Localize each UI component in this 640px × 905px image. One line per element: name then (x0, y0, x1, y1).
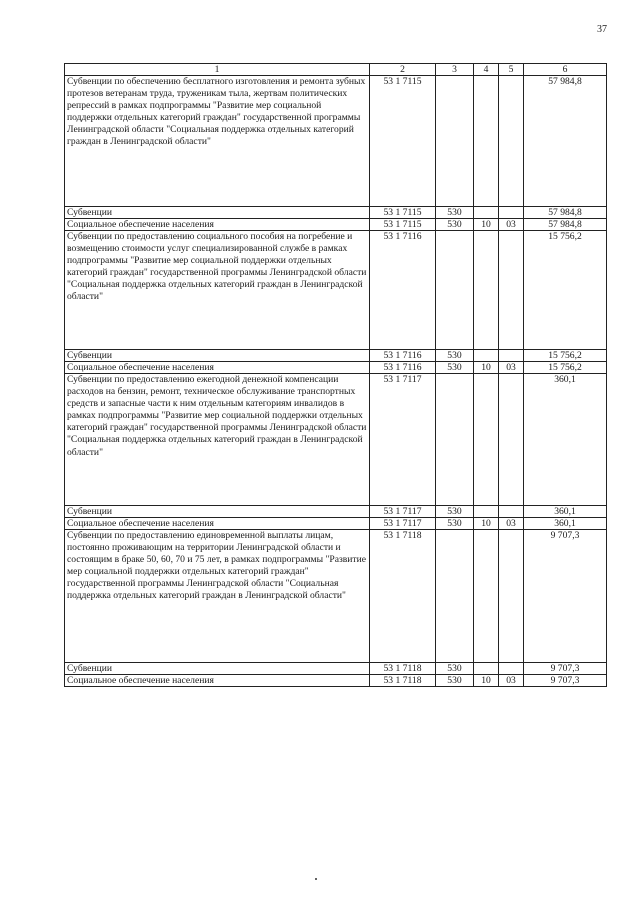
row-subsection-cell (499, 231, 524, 350)
row-vr-cell (436, 231, 474, 350)
row-vr-cell: 530 (436, 675, 474, 687)
table-row (65, 530, 607, 663)
row-name-cell: Социальное обеспечение населения (65, 518, 370, 530)
row-section-cell: 10 (474, 362, 499, 374)
row-section-cell (474, 207, 499, 219)
table-row (65, 219, 607, 231)
column-header: 1 (65, 64, 370, 76)
table-header-row (65, 64, 607, 76)
table-row (65, 374, 607, 506)
row-amount-cell: 9 707,3 (524, 675, 607, 687)
row-section-cell: 10 (474, 518, 499, 530)
table-row (65, 518, 607, 530)
table-row (65, 675, 607, 687)
column-header: 5 (499, 64, 524, 76)
table-row (65, 231, 607, 350)
row-name-cell: Социальное обеспечение населения (65, 675, 370, 687)
row-code-cell: 53 1 7116 (370, 350, 436, 362)
row-amount-cell: 15 756,2 (524, 362, 607, 374)
row-name-cell: Субвенции по обеспечению бесплатного изготовления и ремонта зубных протезов ветеранам труда, труженикам тыла, жертвам политических репрессий в рамках подпрограммы "Развитие мер социальной поддержки отдельных категорий граждан" государственной программы Ленинградской области "Социальная поддержка отдельных категорий граждан в Ленинградской области" (65, 76, 370, 207)
row-vr-cell: 530 (436, 219, 474, 231)
row-subsection-cell: 03 (499, 219, 524, 231)
row-code-cell: 53 1 7115 (370, 219, 436, 231)
row-section-cell: 10 (474, 219, 499, 231)
row-subsection-cell: 03 (499, 362, 524, 374)
row-code-cell: 53 1 7117 (370, 518, 436, 530)
row-subsection-cell (499, 350, 524, 362)
row-name-cell: Социальное обеспечение населения (65, 219, 370, 231)
table-row (65, 207, 607, 219)
row-subsection-cell (499, 663, 524, 675)
table-row (65, 350, 607, 362)
row-vr-cell: 530 (436, 207, 474, 219)
row-section-cell (474, 76, 499, 207)
column-header: 2 (370, 64, 436, 76)
row-amount-cell: 360,1 (524, 518, 607, 530)
column-header: 3 (436, 64, 474, 76)
row-subsection-cell: 03 (499, 518, 524, 530)
budget-table (64, 63, 607, 687)
row-vr-cell: 530 (436, 506, 474, 518)
row-subsection-cell: 03 (499, 675, 524, 687)
row-section-cell (474, 663, 499, 675)
row-name-cell: Субвенции по предоставлению ежегодной денежной компенсации расходов на бензин, ремонт, техническое обслуживание транспортных средств и запасные части к ним отдельным категориям инвалидов в рамках подпрограммы "Развитие мер социальной поддержки отдельных категорий граждан" государственной программы Ленинградской области "Социальная поддержка отдельных категорий граждан в Ленинградской области" (65, 374, 370, 506)
row-vr-cell: 530 (436, 362, 474, 374)
row-subsection-cell (499, 207, 524, 219)
row-subsection-cell (499, 530, 524, 663)
row-name-cell: Субвенции (65, 207, 370, 219)
row-code-cell: 53 1 7118 (370, 663, 436, 675)
row-amount-cell: 9 707,3 (524, 530, 607, 663)
row-subsection-cell (499, 374, 524, 506)
row-vr-cell: 530 (436, 518, 474, 530)
row-amount-cell: 57 984,8 (524, 219, 607, 231)
row-section-cell (474, 231, 499, 350)
row-amount-cell: 57 984,8 (524, 76, 607, 207)
row-subsection-cell (499, 76, 524, 207)
row-vr-cell: 530 (436, 350, 474, 362)
row-section-cell (474, 530, 499, 663)
row-vr-cell (436, 374, 474, 506)
row-vr-cell (436, 76, 474, 207)
row-name-cell: Социальное обеспечение населения (65, 362, 370, 374)
row-name-cell: Субвенции по предоставлению социального пособия на погребение и возмещению стоимости услуг специализированной службе в рамках подпрограммы "Развитие мер социальной поддержки отдельных категорий граждан" государственной программы Ленинградской области "Социальная поддержка отдельных категорий граждан в Ленинградской области" (65, 231, 370, 350)
row-code-cell: 53 1 7115 (370, 76, 436, 207)
row-section-cell (474, 350, 499, 362)
row-code-cell: 53 1 7117 (370, 506, 436, 518)
row-subsection-cell (499, 506, 524, 518)
column-header: 4 (474, 64, 499, 76)
row-vr-cell (436, 530, 474, 663)
row-code-cell: 53 1 7117 (370, 374, 436, 506)
row-code-cell: 53 1 7116 (370, 362, 436, 374)
column-header: 6 (524, 64, 607, 76)
table-row (65, 663, 607, 675)
row-code-cell: 53 1 7115 (370, 207, 436, 219)
row-code-cell: 53 1 7116 (370, 231, 436, 350)
table-row (65, 76, 607, 207)
table-row (65, 506, 607, 518)
row-amount-cell: 15 756,2 (524, 231, 607, 350)
row-name-cell: Субвенции (65, 350, 370, 362)
row-name-cell: Субвенции (65, 506, 370, 518)
row-section-cell (474, 374, 499, 506)
row-amount-cell: 57 984,8 (524, 207, 607, 219)
page-number: 37 (597, 24, 607, 35)
row-section-cell: 10 (474, 675, 499, 687)
row-amount-cell: 15 756,2 (524, 350, 607, 362)
row-amount-cell: 360,1 (524, 374, 607, 506)
table-row (65, 362, 607, 374)
row-name-cell: Субвенции (65, 663, 370, 675)
row-code-cell: 53 1 7118 (370, 675, 436, 687)
row-amount-cell: 360,1 (524, 506, 607, 518)
row-section-cell (474, 506, 499, 518)
row-vr-cell: 530 (436, 663, 474, 675)
row-code-cell: 53 1 7118 (370, 530, 436, 663)
row-amount-cell: 9 707,3 (524, 663, 607, 675)
row-name-cell: Субвенции по предоставлению единовременной выплаты лицам, постоянно проживающим на территории Ленинградской области и состоящим в браке 50, 60, 70 и 75 лет, в рамках подпрограммы "Развитие мер социальной поддержки отдельных категорий граждан" государственной программы Ленинградской области "Социальная поддержка отдельных категорий граждан в Ленинградской области" (65, 530, 370, 663)
scan-mark (315, 878, 317, 880)
